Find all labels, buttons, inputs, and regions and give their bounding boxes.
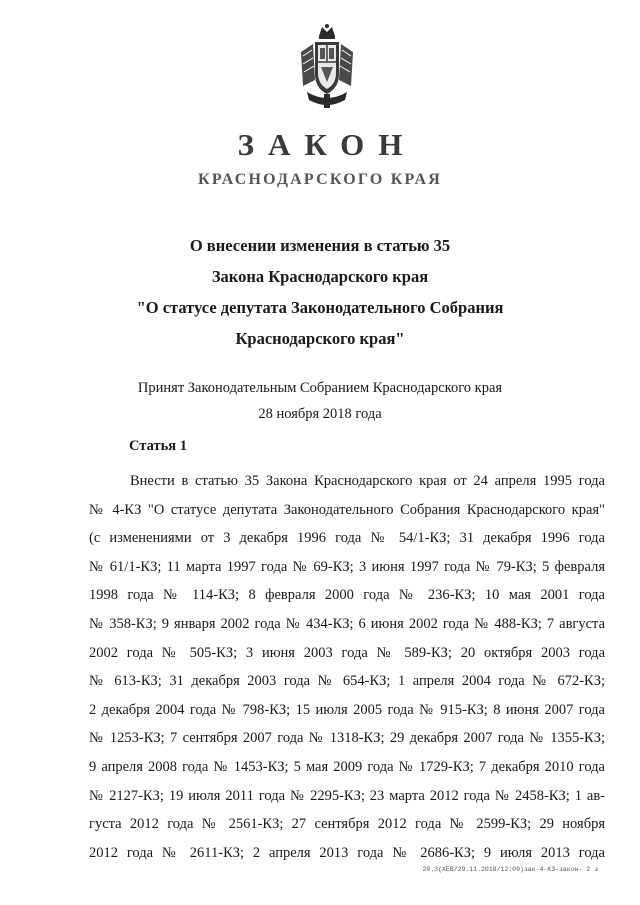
body-line: № 358-КЗ; 9 января 2002 года № 434-КЗ; 6 июня 2002 года № 488-КЗ; 7 августа xyxy=(89,615,605,632)
body-line: 2 декабря 2004 года № 798-КЗ; 15 июля 2005 года № 915-КЗ; 8 июня 2007 года xyxy=(89,701,605,718)
region-name: КРАСНОДАРСКОГО КРАЯ xyxy=(198,171,442,188)
body-line: (с изменениями от 3 декабря 1996 года № 54/1-КЗ; 31 декабря 1996 года xyxy=(89,530,605,547)
heading-line: Закона Краснодарского края xyxy=(211,267,429,286)
heading-line: "О статусе депутата Законодательного Собрания xyxy=(136,298,504,317)
body-line: 2002 года № 505-КЗ; 3 июня 2003 года № 589-КЗ; 20 октября 2003 года xyxy=(89,644,605,661)
document-code: 20.3(XEB/29.11.2018/12:09)зак-4-КЗ-закон- 2 з xyxy=(422,866,598,873)
article-title: Статья 1 xyxy=(129,438,187,454)
heading-line: О внесении изменения в статью 35 xyxy=(189,236,451,255)
body-line: № 2127-КЗ; 19 июля 2011 года № 2295-КЗ; 23 марта 2012 года № 2458-КЗ; 1 ав- xyxy=(89,787,605,804)
body-line: № 61/1-КЗ; 11 марта 1997 года № 69-КЗ; 3 июня 1997 года № 79-КЗ; 5 февраля xyxy=(89,558,605,575)
body-line: № 613-КЗ; 31 декабря 2003 года № 654-КЗ; 1 апреля 2004 года № 672-КЗ; xyxy=(89,673,605,690)
body-line: 2012 года № 2611-КЗ; 2 апреля 2013 года № 2686-КЗ; 9 июля 2013 года xyxy=(89,844,605,861)
adoption-line: Принят Законодательным Собранием Краснодарского края xyxy=(137,380,503,396)
adoption-notice xyxy=(0,375,640,427)
law-title: ЗАКОН xyxy=(237,127,417,162)
heading-line: Краснодарского края" xyxy=(235,329,405,348)
body-line: густа 2012 года № 2561-КЗ; 27 сентября 2012 года № 2599-КЗ; 29 ноября xyxy=(89,816,605,833)
body-line: № 1253-КЗ; 7 сентября 2007 года № 1318-КЗ; 29 декабря 2007 года № 1355-КЗ; xyxy=(89,730,605,747)
body-line: № 4-КЗ "О статусе депутата Законодательного Собрания Краснодарского края" xyxy=(89,501,605,518)
coat-of-arms-emblem xyxy=(295,22,359,112)
article-body xyxy=(89,467,605,867)
body-line: 9 апреля 2008 года № 1453-КЗ; 5 мая 2009 года № 1729-КЗ; 7 декабря 2010 года xyxy=(89,758,605,775)
body-line: 1998 года № 114-КЗ; 8 февраля 2000 года № 236-КЗ; 10 мая 2001 года xyxy=(89,587,605,604)
adoption-date: 28 ноября 2018 года xyxy=(258,406,382,422)
body-line: Внести в статью 35 Закона Краснодарского края от 24 апреля 1995 года xyxy=(130,473,605,489)
law-heading xyxy=(0,230,640,354)
